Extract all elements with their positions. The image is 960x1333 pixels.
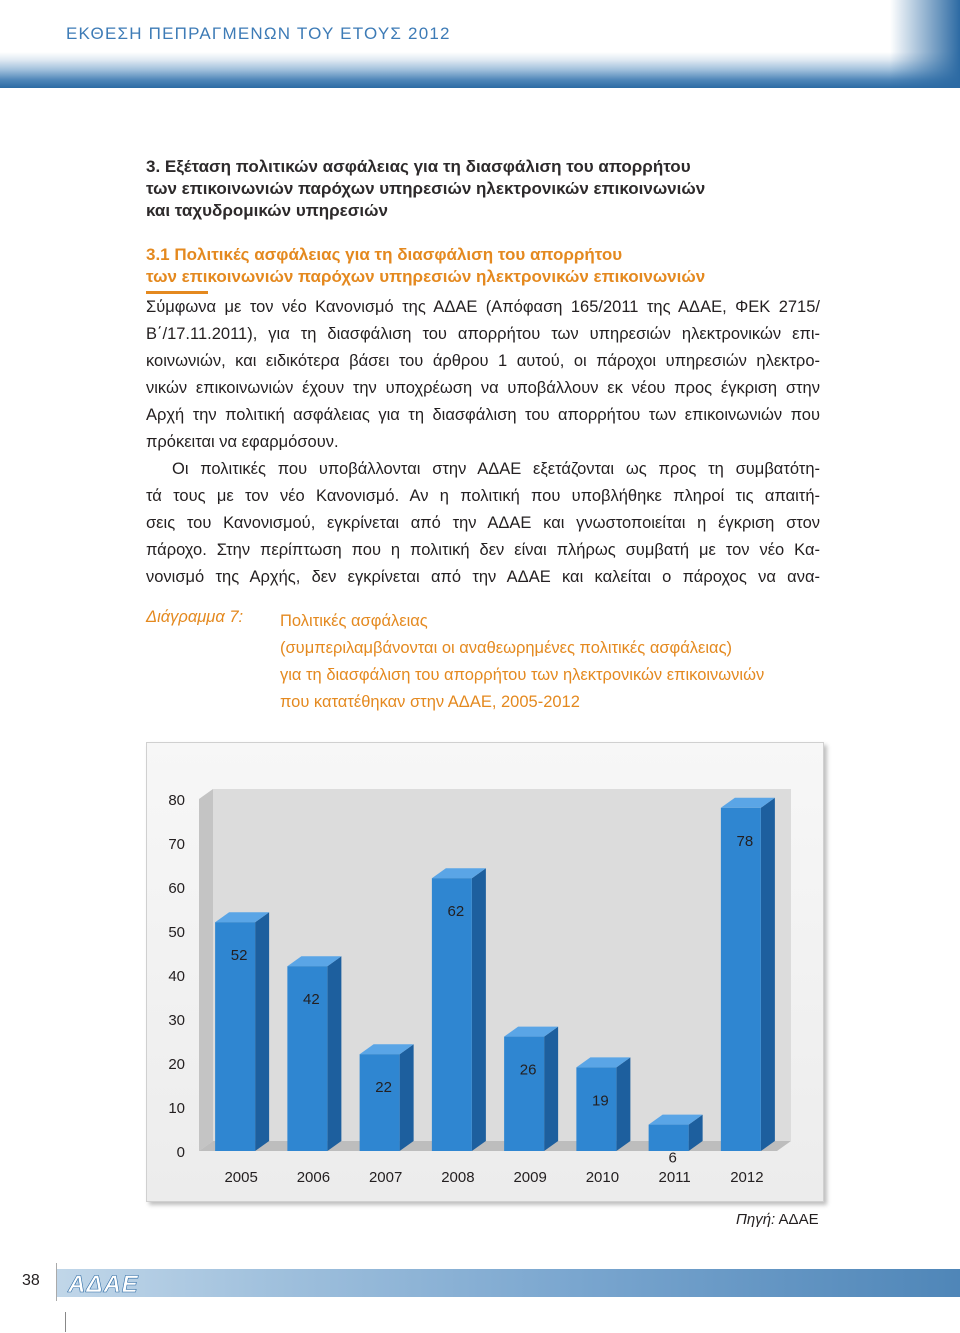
section-heading-line: και ταχυδρομικών υπηρεσιών — [146, 201, 388, 220]
section-heading-line: 3. Εξέταση πολιτικών ασφάλειας για τη διασφάλιση του απορρήτου — [146, 157, 691, 176]
data-label: 26 — [519, 1061, 537, 1079]
text-line: σεις του Κανονισμού, εγκρίνεται από την ΑΔΑΕ και γνωστοποιείται η έγκριση στον — [146, 514, 820, 532]
diagram-caption-line: Πολιτικές ασφάλειας — [280, 612, 428, 630]
trim-mark — [65, 1312, 66, 1332]
paragraph-1 — [146, 294, 820, 456]
diagram-caption-line: (συμπεριλαμβάνονται οι αναθεωρημένες πολιτικές ασφάλειας) — [280, 639, 733, 657]
x-tick-label: 2011 — [658, 1169, 691, 1186]
bar — [649, 1125, 689, 1151]
bar-chart — [147, 743, 823, 1201]
source-value: ΑΔΑΕ — [778, 1211, 819, 1228]
y-tick-label: 0 — [176, 1144, 185, 1161]
bar — [504, 1037, 544, 1151]
data-label: 22 — [375, 1079, 392, 1097]
data-label: 62 — [447, 903, 465, 921]
text-line: κοινωνιών, και ειδικότερα βάσει του άρθρου 1 αυτού, οι πάροχοι υπηρεσιών ηλεκτρο- — [146, 352, 820, 370]
bar-side — [761, 798, 775, 1151]
data-label: 6 — [668, 1149, 677, 1167]
text-line: νικών επικοινωνιών έχουν την υποχρέωση να υποβάλλουν εκ νέου προς έγκριση στην — [146, 379, 820, 397]
y-tick-label: 10 — [168, 1100, 185, 1117]
source-label: Πηγή: — [736, 1211, 776, 1228]
text-line: Αρχή την πολιτική ασφάλειας για τη διασφάλιση του απορρήτου των επικοινωνιών που — [146, 406, 820, 424]
paragraph-2 — [146, 456, 820, 591]
x-tick-label: 2008 — [441, 1169, 475, 1186]
diagram-caption-line: για τη διασφάλιση του απορρήτου των ηλεκτρονικών επικοινωνιών — [280, 666, 765, 684]
y-tick-label: 40 — [168, 968, 185, 985]
bar-side — [255, 912, 269, 1151]
text-line: Οι πολιτικές που υποβάλλονται στην ΑΔΑΕ εξετάζονται ως προς τη συμβατότη- — [172, 460, 820, 478]
subsection-heading-line: 3.1 Πολιτικές ασφάλειας για τη διασφάλιση του απορρήτου — [146, 245, 623, 264]
running-header-title: ΕΚΘΕΣΗ ΠΕΠΡΑΓΜΕΝΩΝ ΤΟΥ ΕΤΟΥΣ 2012 — [66, 24, 451, 43]
text-line: νονισμό της Αρχής, δεν εγκρίνεται από την ΑΔΑΕ και καλείται ο πάροχος να ανα- — [146, 568, 820, 586]
x-tick-label: 2009 — [513, 1169, 547, 1186]
source-note — [736, 1211, 819, 1228]
bar — [360, 1054, 400, 1151]
header-band — [0, 0, 960, 88]
section-heading — [146, 156, 826, 222]
diagram-caption — [280, 608, 764, 716]
adae-logo — [66, 1269, 166, 1297]
chart-frame — [146, 742, 824, 1202]
y-tick-label: 20 — [168, 1056, 185, 1073]
text-line: Σύμφωνα με τον νέο Κανονισμό της ΑΔΑΕ (Απόφαση 165/2011 της ΑΔΑΕ, ΦΕΚ 2715/ — [146, 298, 820, 316]
section-heading-line: των επικοινωνιών παρόχων υπηρεσιών ηλεκτρονικών επικοινωνιών — [146, 179, 706, 198]
x-tick-label: 2007 — [368, 1169, 403, 1186]
page-number: 38 — [22, 1272, 40, 1289]
data-label: 78 — [736, 832, 754, 850]
diagram-caption-line: που κατατέθηκαν στην ΑΔΑΕ, 2005-2012 — [280, 693, 580, 711]
diagram-label: Διάγραμμα 7: — [146, 608, 244, 626]
subsection-heading — [146, 244, 826, 288]
data-label: 52 — [230, 947, 248, 965]
data-label: 42 — [303, 991, 320, 1009]
x-tick-label: 2010 — [585, 1169, 620, 1186]
text-line: πάροχο. Στην περίπτωση που η πολιτική δεν είναι πλήρως συμβατή με τον νέο Κα- — [146, 541, 820, 559]
data-label: 19 — [592, 1092, 609, 1110]
text-line: Β΄/17.11.2011), για τη διασφάλιση του απορρήτου των υπηρεσιών ηλεκτρονικών επι- — [146, 325, 820, 343]
body-text — [146, 294, 820, 591]
x-tick-label: 2006 — [296, 1169, 331, 1186]
x-tick-label: 2005 — [224, 1169, 258, 1186]
text-line: πρόκειται να εφαρμόσουν. — [146, 433, 339, 451]
y-tick-label: 70 — [168, 836, 185, 853]
y-tick-label: 30 — [168, 1012, 185, 1029]
chart-side-wall — [199, 789, 213, 1151]
bar — [721, 808, 761, 1151]
subsection-heading-line: των επικοινωνιών παρόχων υπηρεσιών ηλεκτρονικών επικοινωνιών — [146, 267, 706, 286]
bar-side — [400, 1044, 414, 1151]
bar-side — [327, 956, 341, 1151]
bar-side — [616, 1057, 630, 1151]
x-tick-label: 2012 — [730, 1169, 764, 1186]
bar-side — [544, 1027, 558, 1151]
svg-text:ΑΔΑΕ: ΑΔΑΕ — [68, 1271, 139, 1297]
y-tick-label: 60 — [168, 880, 185, 897]
bar-side — [472, 868, 486, 1151]
text-line: τά τους με τον νέο Κανονισμό. Αν η πολιτική που υποβλήθηκε πληροί τις απαιτή- — [146, 487, 820, 505]
y-tick-label: 50 — [168, 924, 185, 941]
y-tick-label: 80 — [168, 792, 185, 809]
